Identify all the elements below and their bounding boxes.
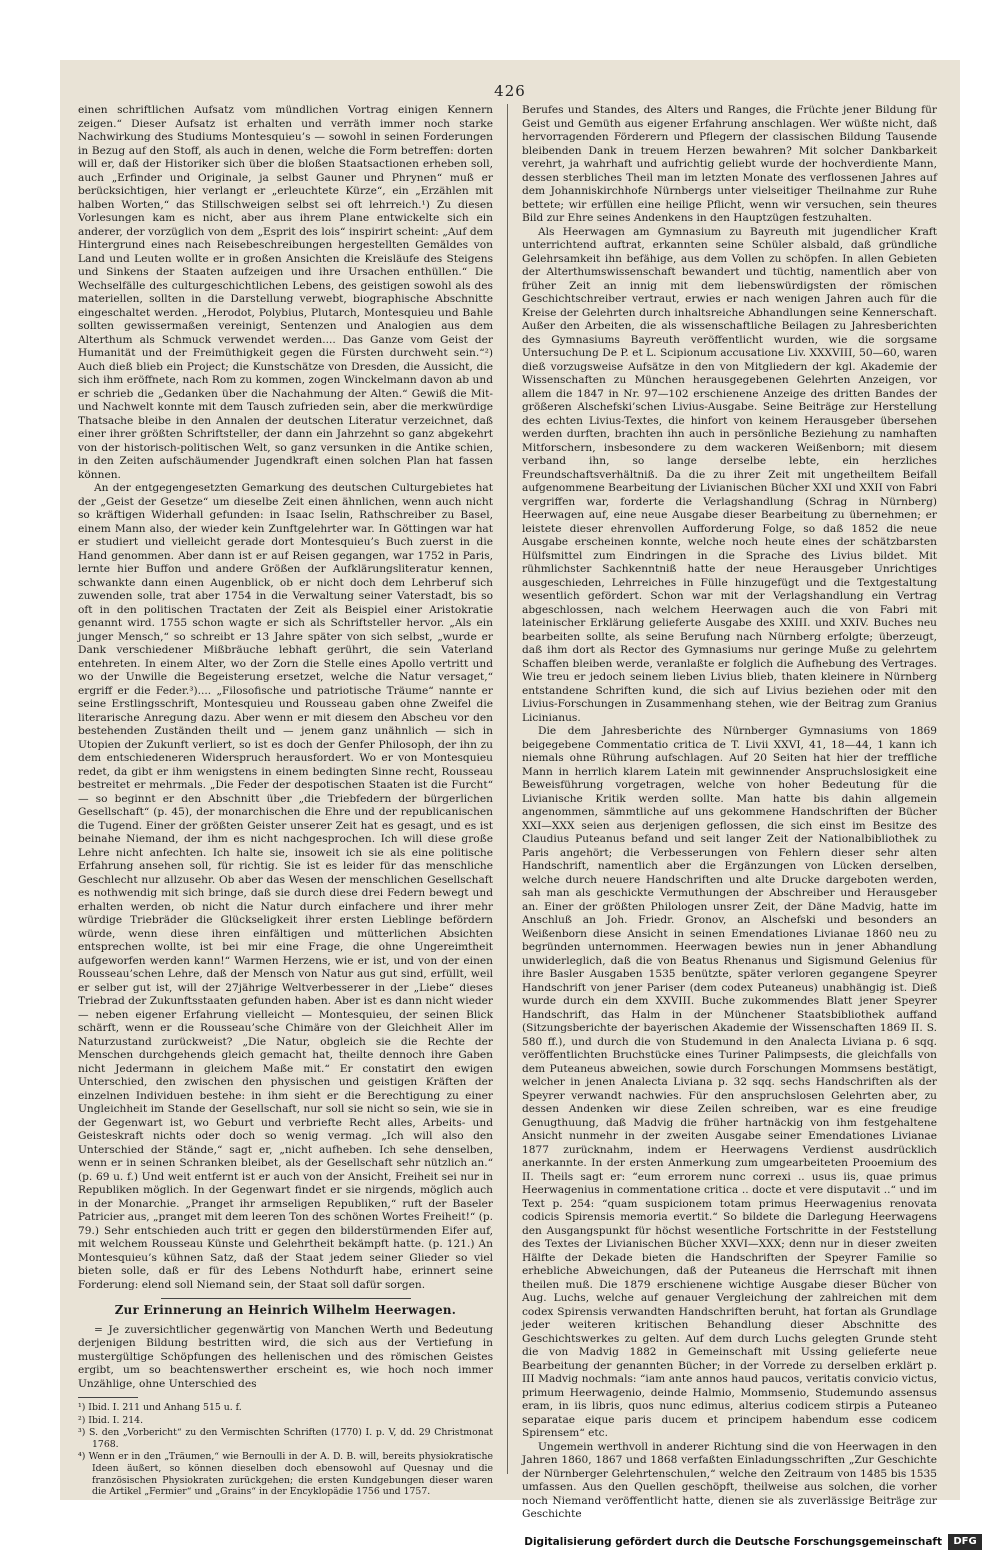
article-paragraph: Ungemein werthvoll in anderer Richtung sind die von Heerwagen in den Jahren 1860, 1867 und 1868 verfaßten Einladungsschriften „Zur Geschichte der Nürnberger Gelehrtenschulen,“ welche den Zeitraum von 1485 bis 1535 umfassen. Aus den Quellen geschöpft, theilweise aus solchen, die vorher noch Niemand veröffentlicht hatte, dienen sie als zuverlässige Beiträge zur Geschichte <box>522 1440 937 1520</box>
footnotes <box>78 1402 493 1498</box>
footnote: ¹) Ibid. I. 211 und Anhang 515 u. f. <box>78 1402 242 1413</box>
article-paragraph: Als Heerwagen am Gymnasium zu Bayreuth mit jugendlicher Kraft unterrichtend auftrat, erkannten seine Schüler alsbald, daß gründliche Gelehrsamkeit ihn befähige, aus dem Vollen zu schöpfen. In allen Gebieten der Alterthumswissenschaft bewandert und tüchtig, namentlich aber von früher Zeit an innig mit dem liebenswürdigsten der römischen Geschichtschreiber vertraut, erwies er nach wenigen Jahren auch für die Kreise der Gelehrten durch inhaltsreiche Abhandlungen seine Kennerschaft. Außer den Arbeiten, die als wissenschaftliche Beilagen zu Jahresberichten des Gymnasiums Bayreuth veröffentlicht wurden, wie die sorgsame Untersuchung De P. et L. Scipionum accusatione Liv. XXXVIII, 50—60, waren dieß vorzugsweise Aufsätze in den von Mitgliedern der kgl. Akademie der Wissenschaften zu München herausgegebenen Gelehrten Anzeigen, vor allem die 1847 in Nr. 97—102 erschienene Anzeige des dritten Bandes der größeren Alschefski’schen Livius-Ausgabe. Seine Beiträge zur Herstellung des echten Livius-Textes, die hinfort von keinem Herausgeber übersehen werden durften, brachten ihn auch in persönliche Beziehung zu namhaften Mitforschern, insbesondere zu dem wackeren Weißenborn; mit diesem verband ihn, so lange derselbe lebte, ein herzliches Freundschaftsverhältniß. Da die zu ihrer Zeit mit ungetheiltem Beifall aufgenommene Bearbeitung der Livianischen Bücher XXI und XXII von Fabri vergriffen war, forderte die Verlagshandlung (Schrag in Nürnberg) Heerwagen auf, eine neue Ausgabe dieser Bearbeitung zu übernehmen; er leistete dieser ehrenvollen Aufforderung Folge, so daß 1852 die neue Ausgabe erscheinen konnte, welche noch heute eines der schätzbarsten Hülfsmittel zum Eindringen in die Sprache des Livius bildet. Mit rühmlichster Sachkenntniß hatte der neue Herausgeber Unrichtiges ausgeschieden, Lehrreiches in Fülle hinzugefügt und die Textgestaltung wesentlich gefördert. Schon war mit der Verlagshandlung ein Vertrag abgeschlossen, nach welchem Heerwagen auch die von Fabri mit lateinischer Erklärung gelieferte Ausgabe des XXIII. und XXIV. Buches neu bearbeiten sollte, als seine Berufung nach Nürnberg erfolgte; überzeugt, daß ihm dort als Rector des Gymnasiums nur geringe Muße zu gelehrtem Schaffen bleiben werde, veranlaßte er folglich die Aufhebung des Vertrages. Wie treu er jedoch seinem lieben Livius blieb, thaten kleinere in Nürnberg entstandene Schriften kund, die sich auf Livius beziehen oder mit den Livius-Forschungen in Zusammenhang stehen, wie der Beitrag zum Granius Licinianus. <box>522 225 937 724</box>
article-paragraph: Die dem Jahresberichte des Nürnberger Gymnasiums von 1869 beigegebene Commentatio critica de T. Livii XXVI, 41, 18—44, 1 kann ich niemals ohne Rührung aufschlagen. Auf 20 Seiten hat hier der treffliche Mann in herrlich klarem Latein mit gewinnender Anspruchslosigkeit eine Beweisführung vorgetragen, welche von hoher Bedeutung für die Livianische Kritik werden sollte. Man hatte bis dahin allgemein angenommen, sämmtliche auf uns gekommene Handschriften der Bücher XXI—XXX seien aus derjenigen geflossen, die sich einst im Besitze des Claudius Puteanus befand und seit langer Zeit der Nationalbibliothek zu Paris angehört; die Verbesserungen von Fehlern dieser sehr alten Handschrift, namentlich aber die Ergänzungen von Lücken derselben, welche durch neuere Handschriften und alte Drucke dargeboten werden, sah man als geschickte Vermuthungen der Abschreiber und Herausgeber an. Einer der größten Philologen unsrer Zeit, der Däne Madvig, hatte im Anschluß an Joh. Friedr. Gronov, an Alschefski und besonders an Weißenborn diese Ansicht in seinen Emendationes Livianae 1860 neu zu begründen unternommen. Heerwagen bewies nun in jener Abhandlung unwiderleglich, daß die von Beatus Rhenanus und Sigismund Gelenius für ihre Basler Ausgaben 1535 benützte, später verloren gegangene Speyrer Handschrift von jener Pariser (dem codex Puteaneus) unabhängig ist. Dieß wurde durch ein dem XXVIII. Buche zukommendes Blatt jener Speyrer Handschrift, das Halm in der Münchener Staatsbibliothek auffand (Sitzungsberichte der bayerischen Akademie der Wissenschaften 1869 II. S. 580 ff.), und durch die von Studemund in den Analecta Liviana p. 6 sqq. veröffentlichten Bruchstücke eines Turiner Palimpsests, die gleichfalls von dem Puteaneus abweichen, sowie durch Forschungen Mommsens bestätigt, welcher in jenen Analecta Liviana p. 32 sqq. sechs Handschriften als der Speyrer verwandt nachwies. Für den anspruchslosen Gelehrten aber, zu dessen Andenken wir diese Zeilen schreiben, war es eine freudige Genugthuung, daß Madvig die früher hartnäckig von ihm festgehaltene Ansicht nunmehr in der zweiten Ausgabe seiner Emendationes Livianae 1877 zurücknahm, indem er Heerwagens Verdienst ausdrücklich anerkannte. In der ersten Anmerkung zum umgearbeiteten Prooemium des II. Theils sagt er: “eum errorem nunc correxi .. usus iis, quae primus Heerwagenius in commentatione critica .. docte et vere disputavit ..“ und im Text p. 254: “quam suspicionem totam primus Heerwagenius renovata codicis Spirensis memoria evertit.“ So bildete die Darlegung Heerwagens den Ausgangspunkt für höchst wesentliche Fortschritte in der Feststellung des Textes der Livianischen Bücher XXVI—XXX; denn nur in dieser zweiten Hälfte der Dekade bieten die Handschriften der Speyrer Familie so erhebliche Abweichungen, daß der Puteaneus die Herrschaft mit ihnen theilen muß. Die 1879 erschienene wichtige Ausgabe dieser Bücher von Aug. Luchs, welche auf genauer Vergleichung der zahlreichen mit dem codex Spirensis verwandten Handschriften beruht, hat fortan als Grundlage jeder weiteren kritischen Behandlung dieser Abschnitte des Geschichtswerkes zu gelten. Auf dem durch Luchs gelegten Grunde steht die von Madvig 1882 in Gemeinschaft mit Ussing gelieferte neue Bearbeitung der genannten Bücher; in der Vorrede zu derselben erklärt p. III Madvig nochmals: “iam ante annos haud paucos, veritatis convicio victus, primum Heerwagenio, deinde Halmio, Mommsenio, Studemundo assensus eram, in iis libris, quos nunc edimus, alterius codicem stirpis a Puteaneo separatae eique paris ducem et principem habendum esse codicem Spirensem“ etc. <box>522 725 937 1439</box>
column-divider <box>507 104 508 1474</box>
section-heading: Zur Erinnerung an Heinrich Wilhelm Heerwagen. <box>114 1303 457 1317</box>
section-separator <box>161 1298 411 1299</box>
digitization-credit: Digitalisierung gefördert durch die Deutsche Forschungsgemeinschaft <box>524 1536 942 1548</box>
article-paragraph: An der entgegengesetzten Gemarkung des deutschen Culturgebietes hat der „Geist der Gesetze“ um dieselbe Zeit einen ähnlichen, wenn auch nicht so kräftigen Widerhall gefunden: in Isaac Iselin, Rathschreiber zu Basel, einem Mann also, der wieder kein Zunftgelehrter war. In Göttingen war hat er studiert und vielleicht gerade dort Montesquieu’s Buch zuerst in die Hand genommen. Aber dann ist er auf Reisen gegangen, war 1752 in Paris, lernte hier Buffon und andere Größen der Aufklärungsliteratur kennen, schwankte dann einen Augenblick, ob er nicht doch dem Lehrberuf sich zuwenden solle, trat aber 1754 in die Verwaltung seiner Vaterstadt, bis so oft in den politischen Tractaten der Zeit als Beispiel einer Aristokratie genannt wird. 1755 schon wagte er sich als Schriftsteller hervor. „Als ein junger Mensch,“ so schreibt er 13 Jahre später von sich selbst, „wurde er Dank verschiedener Mißbräuche lebhaft gerührt, die sein Vaterland entehreten. In einem Alter, wo der Zorn die Stelle eines Apollo vertritt und wo der Unwille die Begeisterung ersetzet, welche die Natur versaget,“ ergriff er die Feder.³).... „Filosofische und patriotische Träume“ nannte er seine Erstlingsschrift, Montesquieu und Rousseau gaben ohne Zweifel die literarische Anregung dazu. Aber wenn er mit diesem den Abscheu vor den bestehenden Zuständen theilt und — jenem ganz unähnlich — sich in Utopien der Zukunft verliert, so ist es doch der Genfer Philosoph, der ihn zu dem entschiedeneren Widerspruch herausfordert. Wo er von Montesquieu redet, da gibt er ihm wenigstens in einem bedingten Sinne recht, Rousseau bestreitet er mehrmals. „Die Feder der despotischen Staaten ist die Furcht“ — so beginnt er den Abschnitt über „die Triebfedern der bürgerlichen Gesellschaft“ (p. 45), der monarchischen die Ehre und der republicanischen die Tugend. Einer der größten Geister unserer Zeit hat es gesagt, und es ist beinahe Niemand, der ihm es nicht nachgesprochen. Ich will diese große Lehre nicht anfechten. Ich halte sie, insoweit ich sie als eine politische Erfahrung ansehen soll, für richtig. Sie ist es leider für das menschliche Geschlecht nur allzusehr. Ob aber das Wesen der menschlichen Gesellschaft es nothwendig mit sich bringe, daß sie durch diese drei Federn bewegt und erhalten werden, ob nicht die Natur durch einfachere und ihrer mehr würdige Triebräder die Glückseligkeit ihrer ersten Lieblinge befördern würde, wenn diese ihren einfältigen und mütterlichen Absichten entsprechen wollte, ist bei mir eine Frage, die ohne Ungereimtheit aufgeworfen werden kann!“ Warmen Herzens, wie er ist, und von der einen Rousseau’schen Lehre, daß der Mensch von Natur aus gut sind, erfüllt, weil er selber gut ist, will der 27jährige Weltverbesserer in der „Liebe“ dieses Triebrad der Zukunftsstaaten gefunden haben. Aber ist es dann nicht wieder — neben eigener Erfahrung vielleicht — Montesquieu, der seinen Blick schärft, wenn er die Rousseau’sche Chimäre von der Gleichheit Aller im Naturzustand zurückweist? „Die Natur, obgleich sie die Rechte der Menschen durchgehends gleich gemacht hat, theilte dennoch ihre Gaben nicht Jedermann in gleichem Maße mit.“ Er constatirt den ewigen Unterschied, den zwischen den physischen und geistigen Kräften der einzelnen Individuen bestehe: in ihm sieht er die Berechtigung zu einer Ungleichheit im Stande der Gesellschaft, nur soll sie nicht so sein, wie sie in der Gegenwart ist, wo Geburt und verbriefte Recht alles, Arbeits- und Geisteskraft nichts oder doch so wenig vermag. „Ich will also den Unterschied der Stände,“ sagt er, „nicht aufheben. Ich sehe denselben, wenn er in seinen Schranken bleibet, als der Gesellschaft sehr nützlich an.“ (p. 69 u. f.) Und weit entfernt ist er auch von der Ansicht, Freiheit sei nur in Republiken möglich. In der Gegenwart findet er sie nirgends, möglich auch in der Monarchie. „Pranget ihr armseligen Republiken,“ ruft der Baseler Patricier aus, „pranget mit dem leeren Ton des schönen Wortes Freiheit!“ (p. 79.) Sehr entschieden auch tritt er gegen den bilderstürmenden Eifer auf, mit welchem Rousseau Künste und Gelehrtheit bekämpft hatte. (p. 121.) An Montesquieu’s kühnen Satz, daß der Staat jedem seiner Glieder so viel bieten solle, daß er für des Lebens Nothdurft habe, erinnert seine Forderung: elend soll Niemand sein, der Staat soll dafür sorgen. <box>78 482 493 1291</box>
article-paragraph: = Je zuversichtlicher gegenwärtig von Manchen Werth und Bedeutung derjenigen Bildung bestritten wird, die sich aus der Vertiefung in mustergültige Schöpfungen des hellenischen und des römischen Geistes ergibt, um so beachtenswerther erscheint es, wie hoch noch immer Unzählige, ohne Unterschied des <box>78 1323 493 1390</box>
article-paragraph: einen schriftlichen Aufsatz vom mündlichen Vortrag einigen Kennern zeigen.“ Dieser Aufsatz ist erhalten und verräth immer noch starke Nachwirkung des Studiums Montesquieu’s — sowohl in seinen Forderungen in Bezug auf den Stoff, als auch in denen, welche die Form betreffen: dorten will er, daß der Historiker sich über die bloßen Staatsactionen erheben soll, auch „Erfinder und Originale, ja selbst Gauner und Phrynen“ muß er berücksichtigen, hier verlangt er „erleuchtete Kürze“, ein „Erzählen mit halben Worten,“ das Stillschweigen selbst sei oft lehrreich.¹) Zu diesen Vorlesungen kam es nicht, aber aus ihrem Plane entwickelte sich ein anderer, der vorzüglich von dem „Esprit des lois“ inspirirt scheint: „Auf dem Hintergrund eines nach Reisebeschreibungen hergestellten Gemäldes von Land und Leuten wollte er in großen Ansichten die Kreisläufe des Steigens und Sinkens der Staaten aufzeigen und ihre Ursachen enthüllen.“ Die Wechselfälle des culturgeschichtlichen Lebens, des geistigen sowohl als des materiellen, sollten in die Darstellung verwebt, biographische Abschnitte eingeschaltet werden. „Herodot, Polybius, Plutarch, Montesquieu und Bahle sollten gewissermaßen vereinigt, Sentenzen und Analogien aus dem Alterthum als Schmuck verwendet werden.... Das Ganze vom Geist der Humanität und der Freimüthigkeit gegen die Fürsten durchweht sein.“²) Auch dieß blieb ein Project; die Kunstschätze von Dresden, die Aussicht, die sich ihm eröffnete, nach Rom zu kommen, zogen Winckelmann davon ab und er schrieb die „Gedanken über die Nachahmung der Alten.“ Gewiß die Mit- und Nachwelt konnte mit dem Tausch zufrieden sein, aber die merkwürdige Thatsache bleibe in den Annalen der deutschen Literatur verzeichnet, daß einer ihrer größten Schriftsteller, der dann ein Jahrzehnt so ganz abgekehrt von der historisch-politischen Welt, so ganz versunken in die Antike schien, in den Zeiten aufschäumender Jugendkraft einen solchen Plan hat fassen können. <box>78 104 493 481</box>
footnote: ³) S. den „Vorbericht“ zu den Vermischten Schriften (1770) I. p. V, dd. 29 Christmonat 1768. <box>78 1427 493 1450</box>
right-column <box>522 104 937 1520</box>
newspaper-page <box>60 60 960 1520</box>
left-column <box>78 104 493 1498</box>
footer-bar <box>0 1528 1000 1558</box>
footnote-rule <box>78 1397 138 1398</box>
article-paragraph: Berufes und Standes, des Alters und Ranges, die Früchte jener Bildung für Geist und Gemüth aus eigener Erfahrung anschlagen. Wer wüßte nicht, daß hervorragenden Förderern und Pflegern der classischen Bildung Tausende bleibenden Dank in treuem Herzen bewahren? Mit solcher Dankbarkeit verehrt, ja wahrhaft und aufrichtig geliebt wurde der hochverdiente Mann, dessen sterbliches Theil man im letzten Monate des verflossenen Jahres auf dem Johanniskirchhofe Nürnbergs unter vielseitiger Theilnahme zur Ruhe bettete; wir erfüllen eine heilige Pflicht, wenn wir versuchen, sein theures Bild zur Ehre seines Andenkens in den Hauptzügen festzuhalten. <box>522 104 937 224</box>
dfg-logo: DFG <box>948 1534 982 1550</box>
page-number: 426 <box>494 82 526 100</box>
footnote: ⁴) Wenn er in den „Träumen,“ wie Bernoulli in der A. D. B. will, bereits physiokratische Ideen äußert, so können dieselben doch ebensowohl auf Quesnay und die französischen Physiokraten zurückgehen; die ersten Kundgebungen dieser waren die Artikel „Fermier“ und „Grains“ in der Encyklopädie 1756 und 1757. <box>78 1451 493 1498</box>
footnote: ²) Ibid. I. 214. <box>78 1414 144 1426</box>
